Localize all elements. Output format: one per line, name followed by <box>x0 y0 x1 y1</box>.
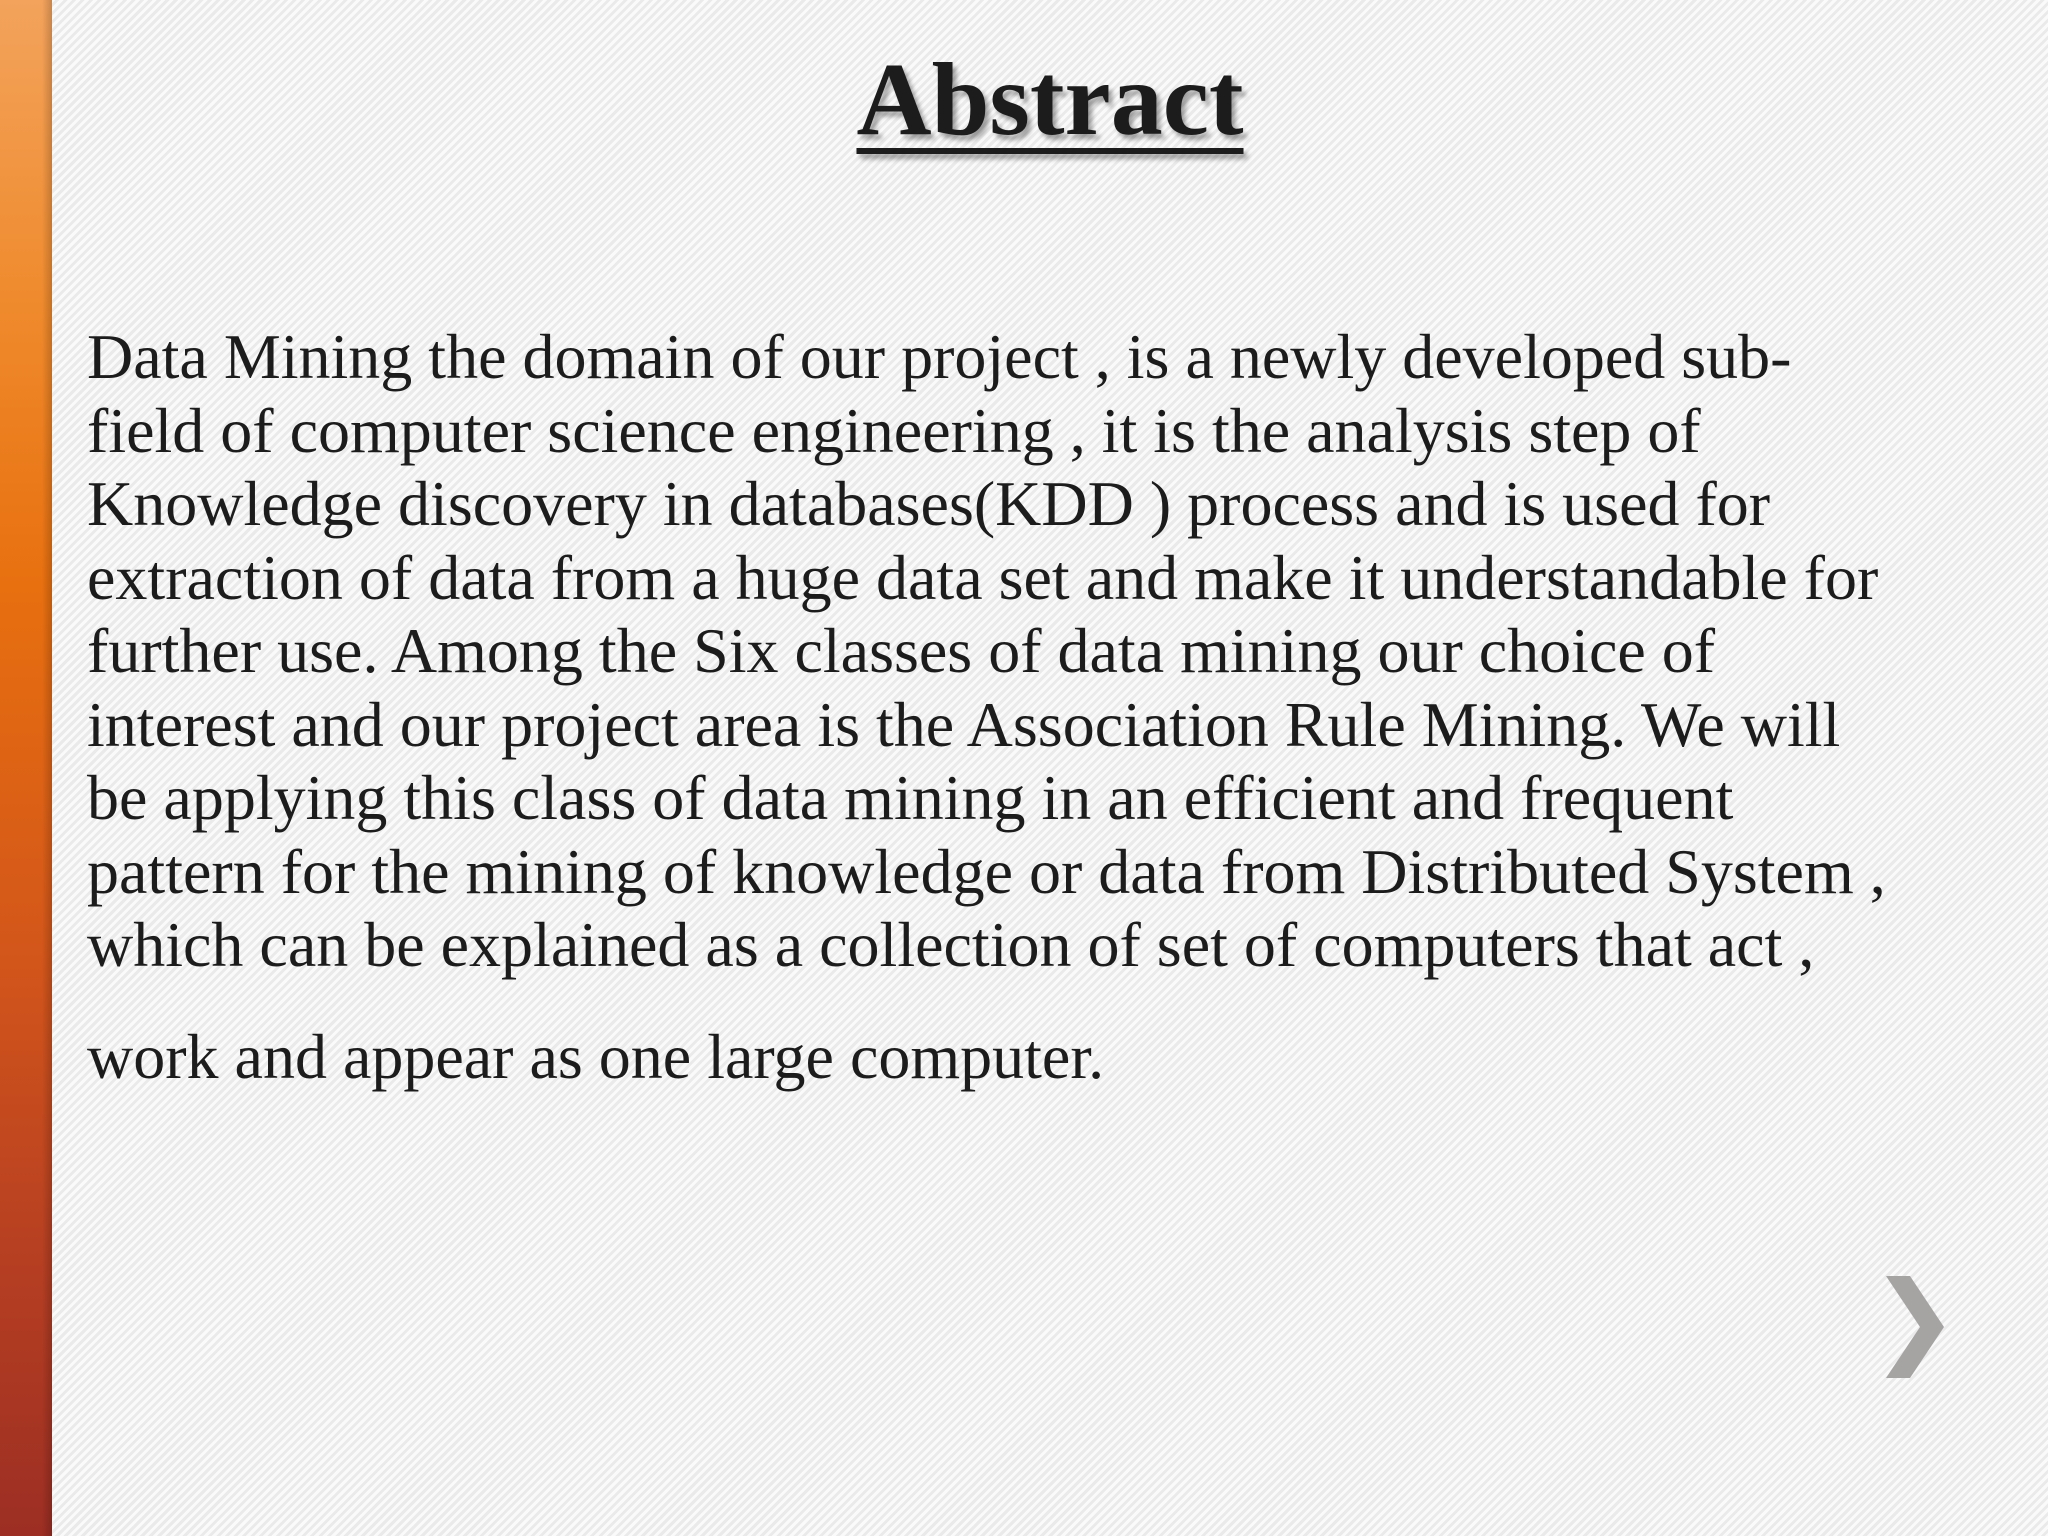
chevron-right-icon[interactable] <box>1880 1272 1950 1382</box>
abstract-paragraph <box>87 320 2017 1093</box>
paragraph-line: field of computer science engineering , it is the analysis step of <box>87 394 1701 466</box>
paragraph-line: work and appear as one large computer. <box>87 1020 1105 1092</box>
paragraph-line: Knowledge discovery in databases(KDD ) process and is used for <box>87 468 1771 539</box>
paragraph-line: interest and our project area is the Association Rule Mining. We will <box>87 688 1841 760</box>
slide-title: Abstract <box>856 42 1244 157</box>
paragraph-line: Data Mining the domain of our project , is a newly developed sub- <box>87 321 1792 392</box>
paragraph-line: which can be explained as a collection of set of computers that act , <box>87 909 1815 980</box>
paragraph-line: further use. Among the Six classes of data mining our choice of <box>87 615 1716 686</box>
accent-side-bar <box>0 0 52 1536</box>
paragraph-line: pattern for the mining of knowledge or data from Distributed System , <box>87 835 1886 907</box>
paragraph-line: extraction of data from a huge data set and make it understandable for <box>87 541 1879 613</box>
paragraph-line: be applying this class of data mining in an efficient and frequent <box>87 762 1734 833</box>
